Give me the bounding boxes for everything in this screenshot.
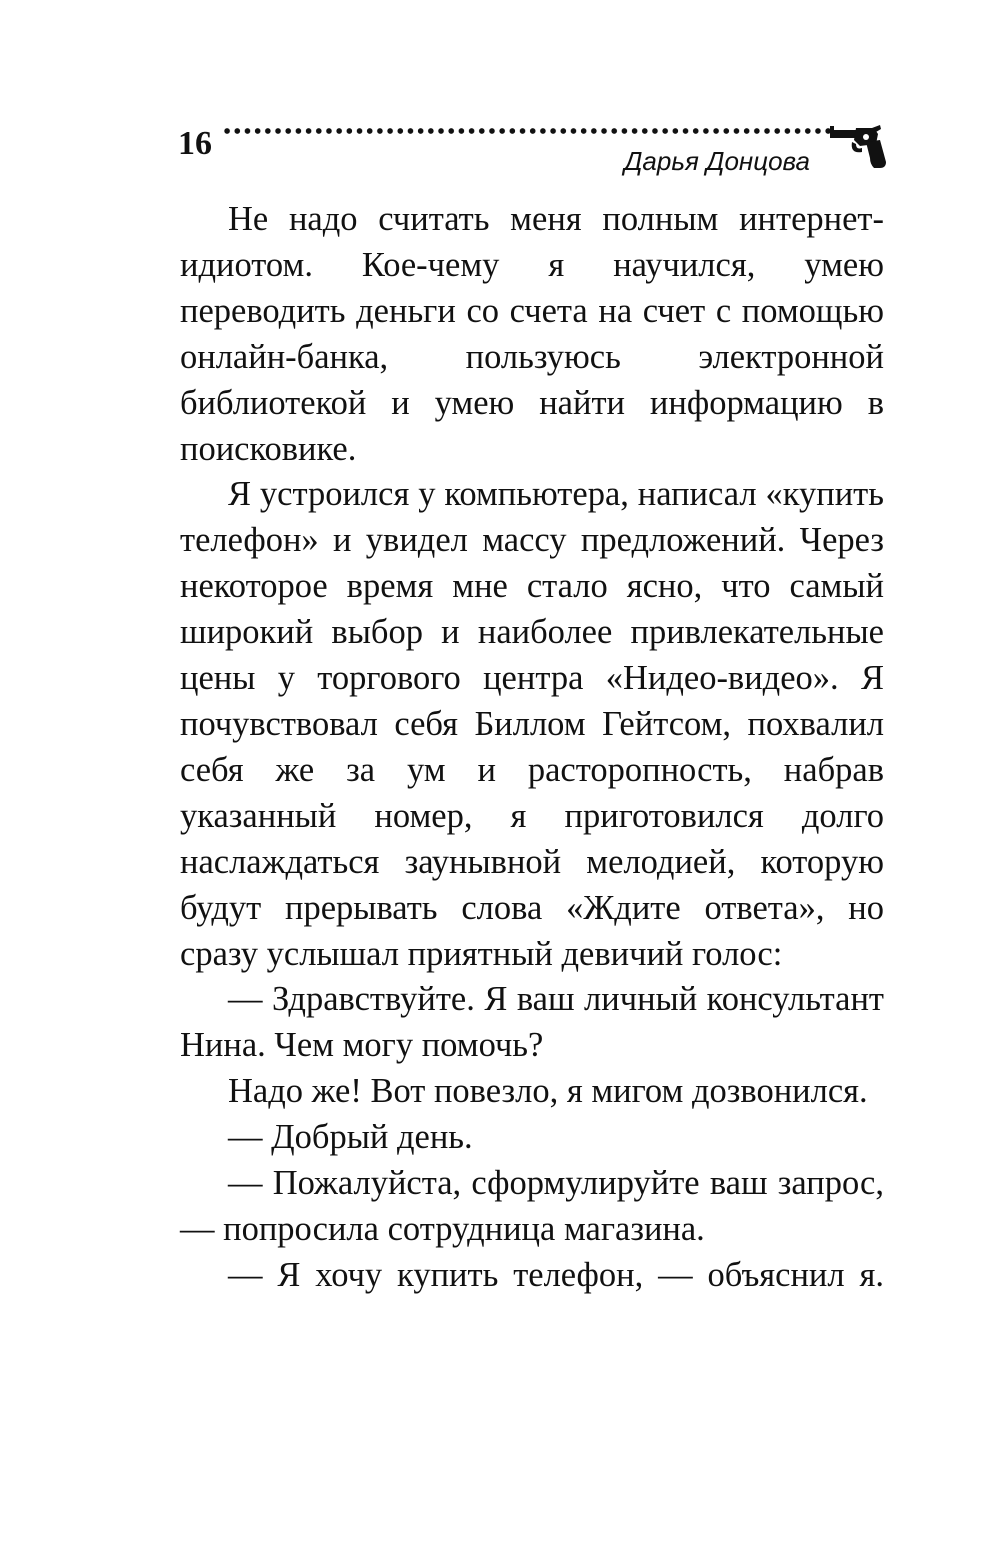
paragraph: — Добрый день.: [228, 1118, 473, 1157]
paragraph: Я устроился у компьютера, написал «купить телефон» и увидел массу предложений. Через некоторое время мне стало ясно, что самый широкий выбор и наиболее привлекательные цены у торгового центра «Нидео-видео». Я почувствовал себя Биллом Гейтсом, похвалил себя же за ум и расторопность, набрав указанный номер, я приготовился долго наслаждаться заунывной мелодией, которую будут прерывать слова «Ждите ответа», но сразу услышал приятный девичий голос:: [180, 475, 884, 973]
dotted-rule: [222, 127, 832, 135]
paragraph: Надо же! Вот повезло, я мигом дозвонился.: [228, 1072, 868, 1111]
paragraph: — Я хочу купить телефон, — объяснил я.: [228, 1255, 884, 1294]
running-header: [0, 0, 1000, 200]
page-number: 16: [178, 125, 212, 162]
body-text: [180, 197, 884, 1299]
paragraph: Не надо считать меня полным интернет-идиотом. Кое-чему я научился, умею переводить деньги со счета на счет с помощью онлайн-банка, пользуюсь электронной библиотекой и умею найти информацию в поисковике.: [180, 200, 884, 468]
author-name: Дарья Донцова: [624, 146, 810, 176]
revolver-icon: [826, 124, 888, 170]
paragraph: — Пожалуйста, сформулируйте ваш запрос, — попросила сотрудница магазина.: [180, 1164, 884, 1248]
paragraph: — Здравствуйте. Я ваш личный консультант Нина. Чем могу помочь?: [180, 980, 884, 1065]
